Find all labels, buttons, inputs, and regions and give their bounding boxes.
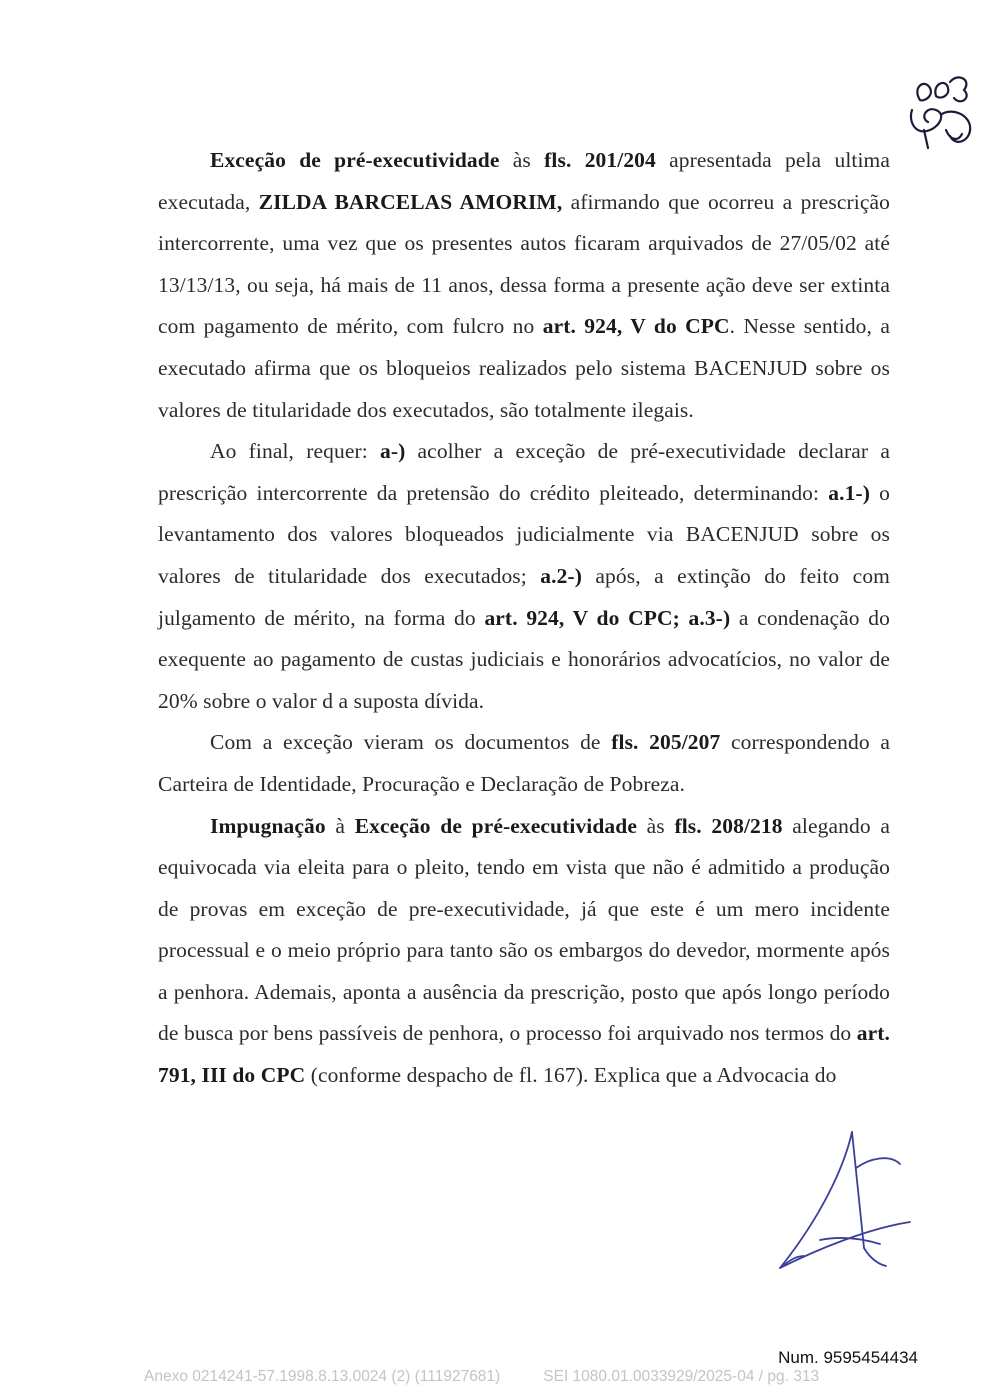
text-run: após, a extinção do feito com julgamento de mérito, na forma do bbox=[158, 563, 890, 630]
paragraph bbox=[158, 806, 890, 1097]
bold-run: fls. 205/207 bbox=[611, 730, 721, 755]
signature-icon bbox=[760, 1128, 920, 1278]
text-run: às bbox=[499, 148, 545, 172]
text-run: Com a exceção vieram os documentos de bbox=[210, 730, 612, 755]
text-run: correspondendo a Carteira de Identidade, Procuração e Declaração de Pobreza. bbox=[158, 730, 891, 796]
paragraph bbox=[158, 722, 890, 805]
text-run: . Nesse sentido, a executado afirma que os bloqueios realizados pelo sistema BACENJUD sobre os valores de titularidade dos executados, são totalmente ilegais. bbox=[158, 314, 891, 422]
bold-run: art. 924, V do CPC bbox=[542, 314, 730, 339]
document-number: Num. 9595454434 bbox=[778, 1348, 918, 1367]
bold-run: fls. 208/218 bbox=[674, 813, 783, 838]
footer-reference: Anexo 0214241-57.1998.8.13.0024 (2) (111927681) SEI 1080.01.0033929/2025-04 / pg. 313 bbox=[144, 1368, 820, 1385]
text-run: a condenação do exequente ao pagamento de custas judiciais e honorários advocatícios, no valor de 20% sobre o valor d a suposta dívida. bbox=[158, 605, 890, 713]
paragraph bbox=[158, 140, 890, 431]
bold-run: Exceção de pré-executividade bbox=[354, 813, 637, 838]
bold-run: art. 791, III do CPC bbox=[158, 1021, 890, 1088]
bold-run: art. 924, V do CPC; a.3-) bbox=[484, 605, 731, 630]
bold-run: Impugnação bbox=[210, 813, 326, 838]
bold-run: ZILDA BARCELAS AMORIM, bbox=[258, 189, 563, 214]
page-number-stamp-icon bbox=[906, 70, 978, 156]
bold-run: a.1-) bbox=[828, 480, 870, 505]
text-run: Ao final, requer: bbox=[210, 439, 380, 464]
bold-run: a.2-) bbox=[540, 563, 582, 588]
document-body bbox=[158, 140, 890, 1097]
text-run: apresentada pela ultima executada, bbox=[158, 148, 891, 214]
bold-run: fls. 201/204 bbox=[544, 148, 656, 172]
paragraph bbox=[158, 431, 890, 722]
text-run: alegando a equivocada via eleita para o pleito, tendo em vista que não é admitido a produção de provas em exceção de pre-executividade, já que este é um mero incidente processual e o meio próprio para tanto são os embargos do devedor, mormente após a penhora. Ademais, aponta a ausência da prescrição, posto que após longo período de busca por bens passíveis de penhora, o processo foi arquivado nos termos do bbox=[158, 813, 890, 1046]
text-run: às bbox=[636, 813, 675, 838]
bold-run: a-) bbox=[379, 439, 406, 464]
text-run: o levantamento dos valores bloqueados judicialmente via BACENJUD sobre os valores de titularidade dos executados; bbox=[158, 480, 890, 588]
bold-run: Exceção de pré-executividade bbox=[210, 148, 500, 172]
text-run: à bbox=[325, 813, 355, 838]
text-run: (conforme despacho de fl. 167). Explica que a Advocacia do bbox=[305, 1063, 837, 1088]
text-run: acolher a exceção de pré-executividade declarar a prescrição intercorrente da pretensão do crédito pleiteado, determinando: bbox=[158, 439, 891, 505]
text-run: afirmando que ocorreu a prescrição intercorrente, uma vez que os presentes autos ficaram arquivados de 27/05/02 até 13/13/13, ou seja, há mais de 11 anos, dessa forma a presente ação deve ser extinta com pagamento de mérito, com fulcro no bbox=[158, 189, 890, 339]
